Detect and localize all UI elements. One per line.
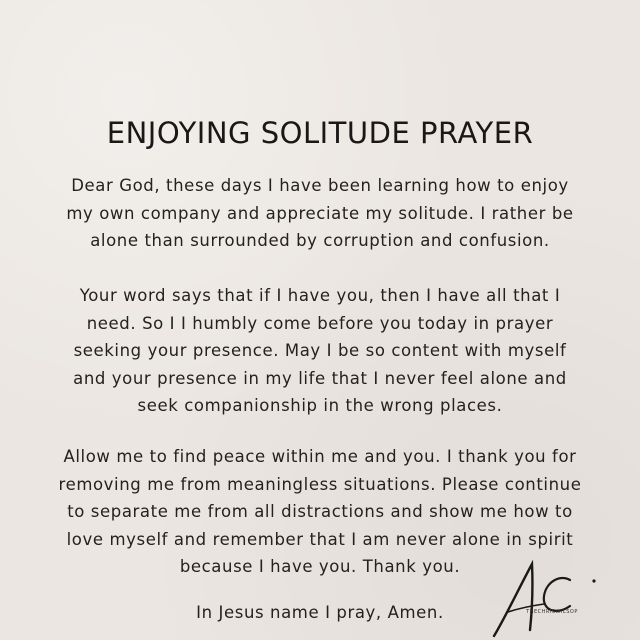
paragraph-line: to separate me from all distractions and show me how to xyxy=(67,502,573,521)
prayer-paragraph-2 xyxy=(20,282,620,420)
closing-line: In Jesus name I pray, Amen. xyxy=(196,603,444,622)
paragraph-line: because I have you. Thank you. xyxy=(179,557,461,576)
ac-monogram-logo xyxy=(486,556,606,640)
paragraph-line: Your word says that if I have you, then I have all that I xyxy=(79,286,561,305)
paragraph-line: my own company and appreciate my solitude. I rather be xyxy=(66,203,574,223)
prayer-title: ENJOYING SOLITUDE PRAYER xyxy=(106,116,534,150)
prayer-paragraph-1 xyxy=(20,172,620,255)
paragraph-line: love myself and remember that I am never alone in spirit xyxy=(66,529,574,549)
paragraph-line: need. So I I humbly come before you today in prayer xyxy=(86,313,554,333)
paragraph-line: alone than surrounded by corruption and confusion. xyxy=(90,231,550,250)
paragraph-line: seek companionship in the wrong places. xyxy=(137,396,503,415)
paragraph-line: seeking your presence. May I be so content with myself xyxy=(73,341,567,360)
logo-subtext: THECHRISWILSOP xyxy=(526,609,578,615)
paragraph-line: and your presence in my life that I never feel alone and xyxy=(73,368,567,388)
paragraph-line: Dear God, these days I have been learning how to enjoy xyxy=(71,176,569,195)
paragraph-line: removing me from meaningless situations. Please continue xyxy=(58,474,582,494)
paragraph-line: Allow me to find peace within me and you. I thank you for xyxy=(63,447,577,466)
